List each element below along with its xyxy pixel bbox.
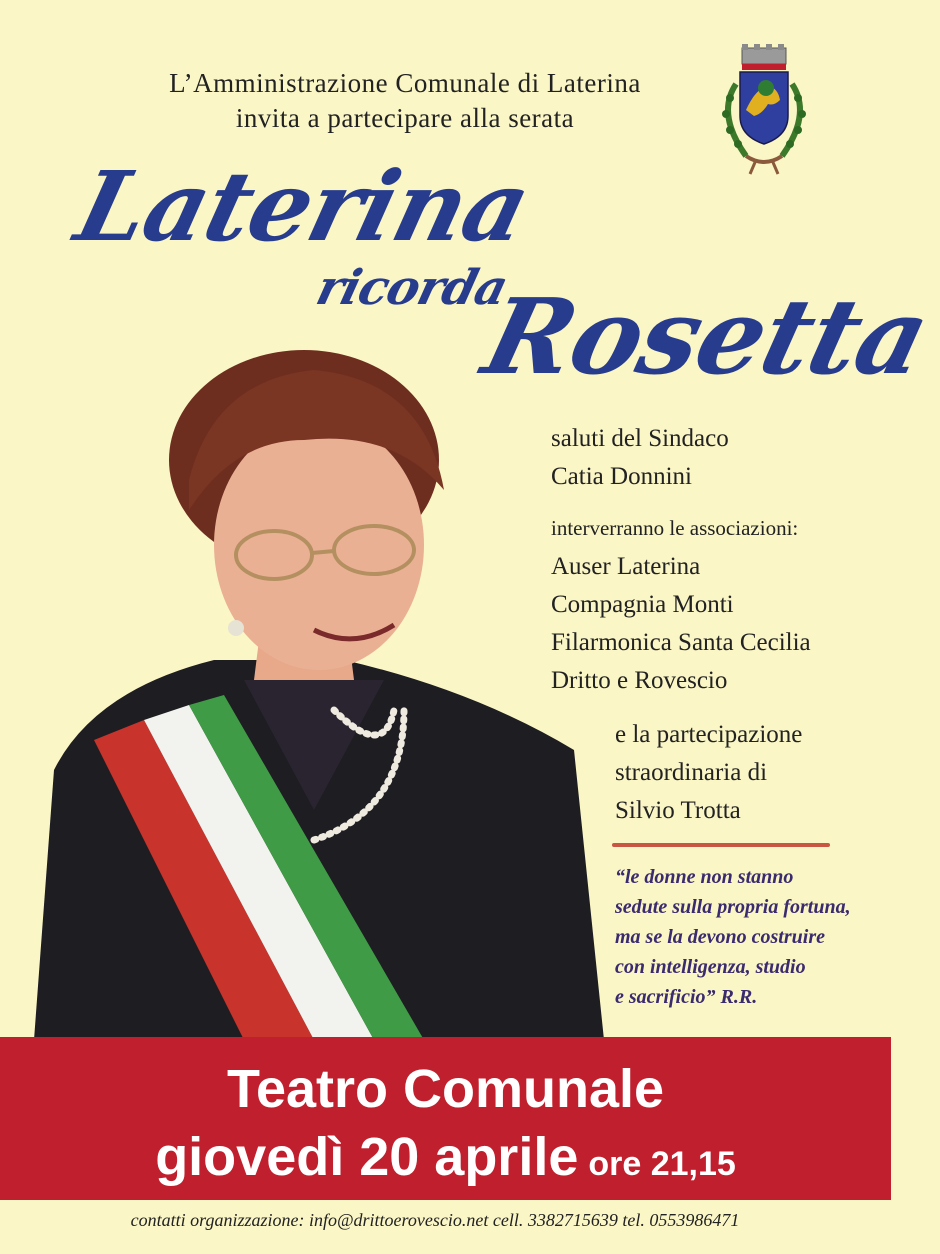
special-line-2: straordinaria di: [615, 759, 768, 786]
intro-line-2: invita a partecipare alla serata: [235, 103, 575, 134]
title-rosetta: Rosetta: [472, 275, 940, 398]
association-item: Compagnia Monti: [551, 591, 734, 618]
associations-block: [551, 508, 811, 700]
association-item: Dritto e Rovescio: [551, 667, 728, 694]
quote-line-3: ma se la devono costruire: [615, 926, 825, 948]
event-date-line: [0, 1126, 891, 1188]
event-time: ore 21,15: [588, 1145, 736, 1183]
associations-intro: interverranno le associazioni:: [551, 516, 799, 540]
quote-line-5: e sacrificio” R.R.: [615, 986, 758, 1008]
portrait-photo: [14, 340, 614, 1040]
greetings-line-2: Catia Donnini: [551, 463, 692, 490]
greetings-block: [551, 420, 729, 496]
special-guest-block: [615, 716, 802, 830]
greetings-line-1: saluti del Sindaco: [551, 425, 729, 452]
title-laterina: Laterina: [65, 150, 541, 263]
event-date: giovedì 20 aprile: [155, 1127, 579, 1187]
event-venue: Teatro Comunale: [226, 1059, 665, 1119]
title-ricorda: ricorda: [311, 260, 513, 316]
special-line-1: e la partecipazione: [615, 721, 803, 748]
intro-line-1: L’Amministrazione Comunale di Laterina: [169, 68, 641, 98]
quote-block: [615, 862, 851, 1012]
quote-line-1: “le donne non stanno: [615, 866, 794, 888]
quote-line-4: con intelligenza, studio: [615, 956, 806, 978]
association-item: Auser Laterina: [551, 553, 701, 580]
coat-of-arms-icon: [706, 44, 822, 176]
special-line-3: Silvio Trotta: [615, 797, 741, 824]
intro-text: [0, 66, 810, 136]
divider-line: [612, 843, 830, 847]
quote-line-2: sedute sulla propria fortuna,: [615, 896, 851, 918]
contacts-line: contatti organizzazione: info@drittoerovescio.net cell. 3382715639 tel. 0553986471: [130, 1210, 740, 1230]
association-item: Filarmonica Santa Cecilia: [551, 629, 811, 656]
